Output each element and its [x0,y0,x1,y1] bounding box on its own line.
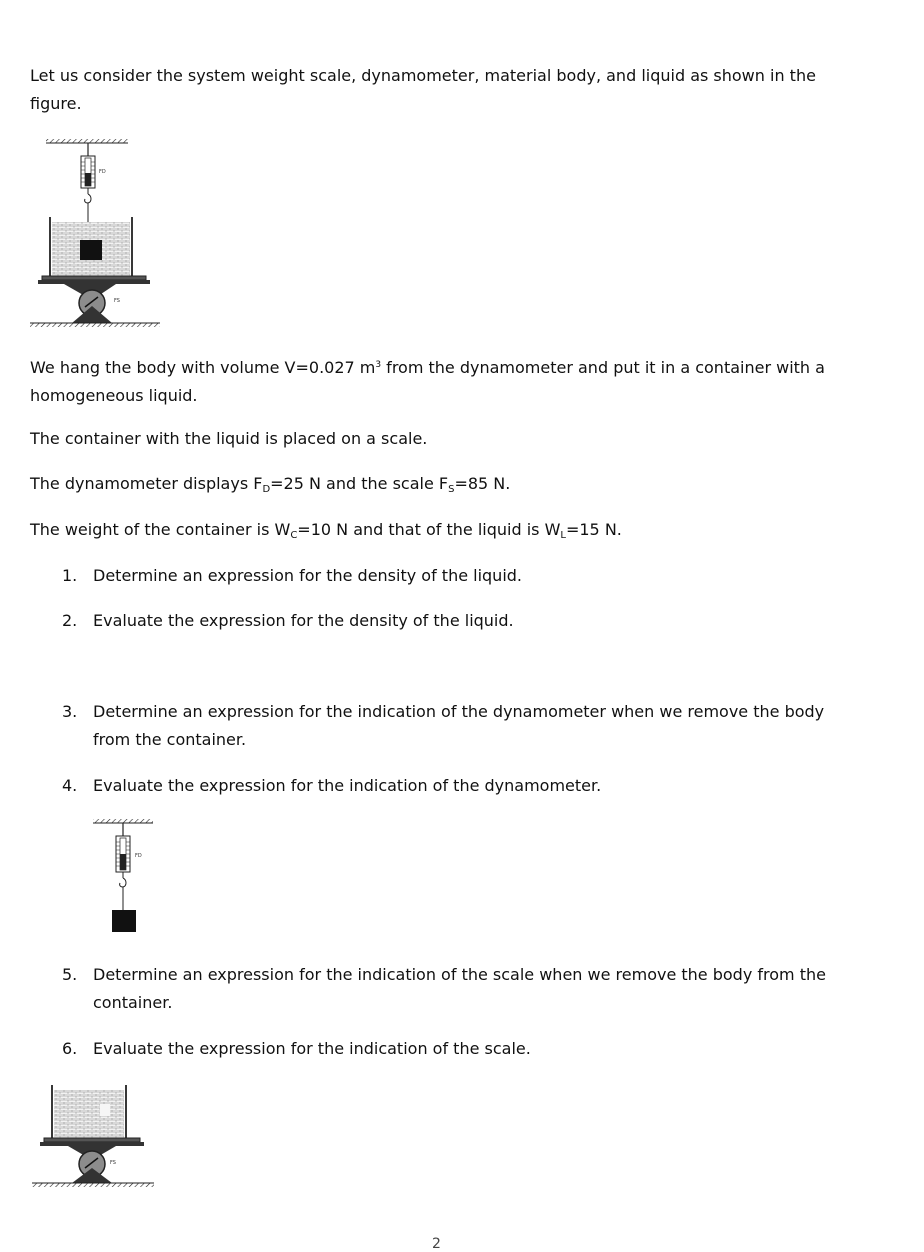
scale-label: FS [114,298,120,304]
hang-paragraph: We hang the body with volume V=0.027 $m^3$ from the dynamometer and put it in a container with a homogeneous liquid. [30,358,825,405]
dynamometer-figure [90,816,160,940]
system-figure [28,136,163,332]
display-paragraph: The dynamometer displays $F_D=25$ N and the scale $F_S=85$ N. [30,474,511,495]
page-number: 2 [432,1236,441,1252]
intro-paragraph: Let us consider the system weight scale, dynamometer, material body, and liquid as shown in the figure. [30,66,816,113]
scale-label-2: FS [110,1160,116,1166]
weight-paragraph: The weight of the container is $W_C=10$ N and that of the liquid is $W_L=15$ N. [30,520,622,541]
question-item: 2. Evaluate the expression for the density of the liquid. [62,611,514,630]
scale-figure [30,1082,158,1192]
question-item: 4. Evaluate the expression for the indication of the dynamometer. [62,776,602,795]
dynamometer-label: FD [99,169,106,175]
question-item: 6. Evaluate the expression for the indication of the scale. [62,1039,531,1058]
container-paragraph: The container with the liquid is placed on a scale. [30,429,428,448]
question-item: 1. Determine an expression for the density of the liquid. [62,566,523,585]
question-item: 5. Determine an expression for the indication of the scale when we remove the body from the container. [62,965,826,1012]
question-item: 3. Determine an expression for the indication of the dynamometer when we remove the body from the container. [62,702,825,749]
dynamometer-label-2: FD [135,853,142,859]
